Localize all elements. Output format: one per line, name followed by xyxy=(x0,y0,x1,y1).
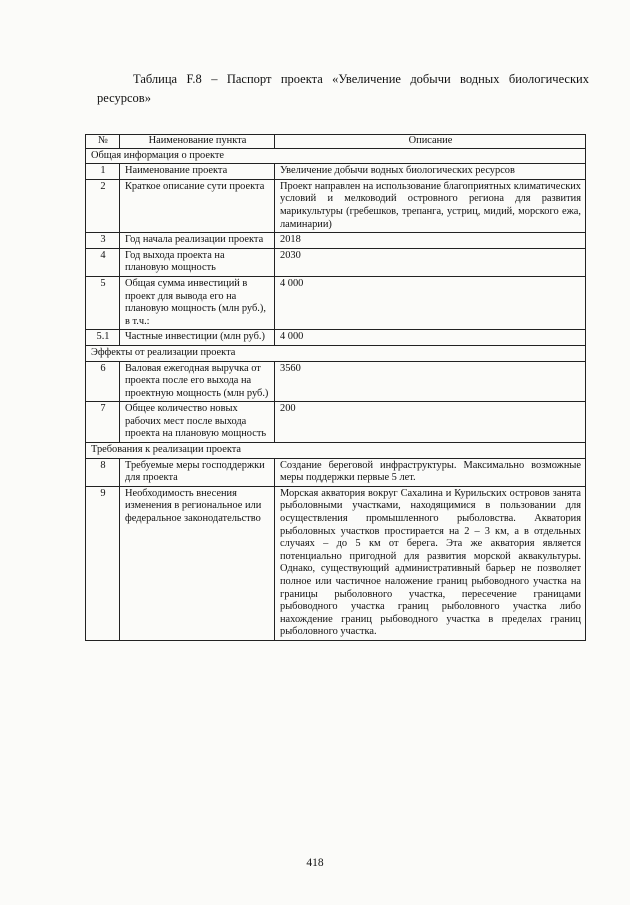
row-description: 4 000 xyxy=(275,276,586,329)
row-item-name: Частные инвестиции (млн руб.) xyxy=(120,330,275,346)
table-row xyxy=(86,276,586,329)
row-description: Проект направлен на использование благоприятных климатических условий и мелководий островного региона для развития марикультуры (гребешков, трепанга, устриц, мидий, морского ежа, ламинарии) xyxy=(275,179,586,232)
row-item-name: Необходимость внесения изменения в региональное или федеральное законодательство xyxy=(120,486,275,640)
row-item-name: Краткое описание сути проекта xyxy=(120,179,275,232)
table-row xyxy=(86,402,586,443)
row-item-name: Год начала реализации проекта xyxy=(120,233,275,249)
table-row xyxy=(86,330,586,346)
table-row xyxy=(86,458,586,486)
section-general-info: Общая информация о проекте xyxy=(86,148,586,164)
page-number: 418 xyxy=(306,857,324,869)
caption-line-2: ресурсов» xyxy=(97,91,151,105)
table-row xyxy=(86,233,586,249)
section-row xyxy=(86,345,586,361)
row-item-name: Год выхода проекта на плановую мощность xyxy=(120,248,275,276)
row-description: 4 000 xyxy=(275,330,586,346)
row-number: 3 xyxy=(86,233,120,249)
row-item-name: Общее количество новых рабочих мест после выхода проекта на плановую мощность xyxy=(120,402,275,443)
row-number: 4 xyxy=(86,248,120,276)
table-caption xyxy=(97,70,589,108)
table-row xyxy=(86,361,586,402)
row-description: Морская акватория вокруг Сахалина и Курильских островов занята рыболовными участками, находящимися в пользовании для осуществления промышленного рыболовства. Акватория рыболовных участков простирается на 2 – 3 км, а в отдельных случаях – до 5 км от берега. Эта же акватория является потенциально пригодной для развития морской аквакультуры. Однако, существующий административный барьер не позволяет полное или частичное наложение границ рыбоводного участка на границы рыболовного участка, пересечение границами рыбоводного участка границ рыболовного участка либо нахождение границ рыбоводного участка в пределах границ рыболовного участка. xyxy=(275,486,586,640)
row-number: 6 xyxy=(86,361,120,402)
row-number: 1 xyxy=(86,164,120,180)
row-number: 2 xyxy=(86,179,120,232)
row-number: 5 xyxy=(86,276,120,329)
row-number: 7 xyxy=(86,402,120,443)
row-description: 2030 xyxy=(275,248,586,276)
row-item-name: Требуемые меры господдержки для проекта xyxy=(120,458,275,486)
project-passport-table xyxy=(85,134,586,641)
row-description: 3560 xyxy=(275,361,586,402)
row-item-name: Общая сумма инвестиций в проект для вывода его на плановую мощность (млн руб.), в т.ч.: xyxy=(120,276,275,329)
row-description: Увеличение добычи водных биологических ресурсов xyxy=(275,164,586,180)
header-row xyxy=(86,135,586,149)
section-row xyxy=(86,443,586,459)
row-item-name: Наименование проекта xyxy=(120,164,275,180)
row-number: 8 xyxy=(86,458,120,486)
header-description: Описание xyxy=(275,135,586,149)
row-description: 200 xyxy=(275,402,586,443)
row-number: 5.1 xyxy=(86,330,120,346)
row-description: 2018 xyxy=(275,233,586,249)
table-row xyxy=(86,179,586,232)
row-number: 9 xyxy=(86,486,120,640)
row-description: Создание береговой инфраструктуры. Максимально возможные меры поддержки первые 5 лет. xyxy=(275,458,586,486)
header-number: № xyxy=(86,135,120,149)
table-row xyxy=(86,248,586,276)
header-item-name: Наименование пункта xyxy=(120,135,275,149)
row-item-name: Валовая ежегодная выручка от проекта после его выхода на проектную мощность (млн руб.) xyxy=(120,361,275,402)
table-row xyxy=(86,486,586,640)
section-requirements: Требования к реализации проекта xyxy=(86,443,586,459)
table-row xyxy=(86,164,586,180)
section-row xyxy=(86,148,586,164)
caption-line-1: Таблица F.8 – Паспорт проекта «Увеличение добычи водных биологических xyxy=(133,72,589,86)
section-effects: Эффекты от реализации проекта xyxy=(86,345,586,361)
